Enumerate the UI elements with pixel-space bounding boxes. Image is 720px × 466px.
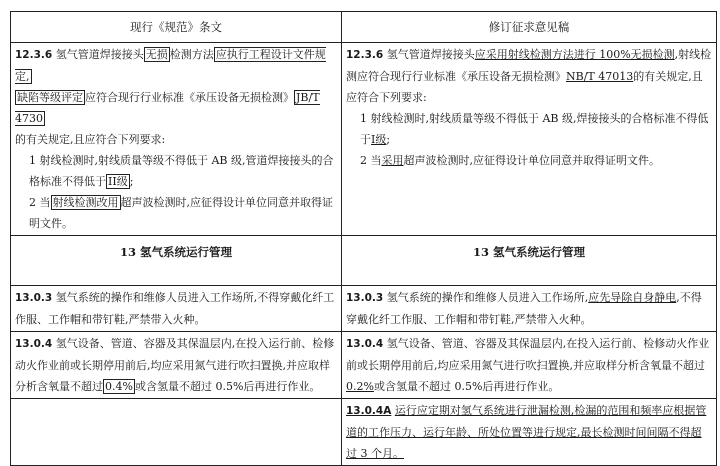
underlined-text: 运行应定期对氢气系统进行泄漏检测,检漏的范围和频率应根据管道的工作压力、运行年龄、所处位置等进行规定,最长检测时间间隔不得超过 3 个月。 xyxy=(346,404,707,460)
item-2 xyxy=(346,150,712,171)
text: 氢气管道焊接接头 xyxy=(55,48,144,61)
text: 1 射线检测时,射线质量等级不得低于 AB 级,管道焊接接头的合格标准不得低于 xyxy=(29,154,334,188)
cell-13-0-3-revised xyxy=(342,286,717,332)
cell-13-0-4a-current-empty xyxy=(11,399,342,466)
underlined-text: 应采用射线检测方法进行 100%无损检测 xyxy=(474,48,675,61)
clause-number: 13.0.4A xyxy=(346,405,392,417)
cell-12-3-6-current xyxy=(11,43,342,236)
text: 氢气系统的操作和维修人员进入工作场所,不得穿戴化纤工作服、工作帽和带钉鞋,严禁带入火种。 xyxy=(15,291,335,326)
header-revised-draft: 修订征求意见稿 xyxy=(342,12,717,43)
text: ; xyxy=(129,175,134,188)
text: 检测方法 xyxy=(169,48,214,61)
boxed-text: II级 xyxy=(108,175,128,188)
text: 氢气设备、管道、容器及其保温层内,在投入运行前、检修动火作业前或长期停用前后,均应采用氮气进行吹扫置换,并应取样分析含氧量不超过 xyxy=(15,337,335,393)
boxed-text: 缺陷等级评定 xyxy=(17,91,83,104)
section-title-current: 13 氢气系统运行管理 xyxy=(11,236,342,286)
text: 2 当 xyxy=(360,154,382,167)
item-1 xyxy=(346,108,712,150)
text: 氢气设备、管道、容器及其保温层内,在投入运行前、检修动火作业前或长期停用前后,均应采用氮气进行吹扫置换,并应取样分析含氧量不超过 xyxy=(346,337,710,372)
clause-number: 13.0.4 xyxy=(15,338,53,350)
text: 或含氢量不超过 0.5%后再进行作业。 xyxy=(373,380,560,393)
cell-13-0-4-current xyxy=(11,332,342,399)
text: 超声波检测时,应征得设计单位同意并取得证明文件。 xyxy=(403,154,660,167)
text: ,射线检测应符合现行行业标准《承压设备无损检测》 xyxy=(346,48,712,83)
section-13-row xyxy=(11,236,717,286)
boxed-text: JB/T 4730 xyxy=(15,91,320,125)
comparison-table xyxy=(10,11,717,466)
cell-13-0-4a-revised xyxy=(342,399,717,466)
clause-number: 13.0.3 xyxy=(15,292,53,304)
clause-number: 12.3.6 xyxy=(15,49,53,61)
text: ,不得穿戴化纤工作服、工作帽和带钉鞋,严禁带入火种。 xyxy=(346,291,702,326)
underlined-text: 应先导除自身静电 xyxy=(588,291,677,304)
header-current-clause: 现行《规范》条文 xyxy=(11,12,342,43)
text: 2 当 xyxy=(29,196,51,209)
underlined-text: 采用 xyxy=(381,154,404,167)
item-1 xyxy=(15,150,337,192)
text: ; xyxy=(386,133,391,146)
section-title-revised: 13 氢气系统运行管理 xyxy=(342,236,717,286)
underlined-text: NB/T 47013 xyxy=(566,70,634,83)
cell-13-0-3-current xyxy=(11,286,342,332)
clause-number: 13.0.4 xyxy=(346,338,384,350)
underlined-text: I级 xyxy=(371,133,387,146)
boxed-text: 射线检测改用 xyxy=(52,196,119,209)
row-13-0-3 xyxy=(11,286,717,332)
text: 氢气系统的操作和维修人员进入工作场所, xyxy=(386,291,589,304)
text: 超声波检测时,应征得设计单位同意并取得证明文件。 xyxy=(29,196,333,230)
row-13-0-4 xyxy=(11,332,717,399)
header-row xyxy=(11,12,717,43)
cell-13-0-4-revised xyxy=(342,332,717,399)
underlined-text: 0.2% xyxy=(346,380,374,393)
text: 1 射线检测时,射线质量等级不得低于 AB 级,焊接接头的合格标准不得低于 xyxy=(360,112,709,146)
item-2 xyxy=(15,192,337,234)
comparison-table-sheet xyxy=(10,11,712,460)
text: 或含氢量不超过 0.5%后再进行作业。 xyxy=(134,380,321,393)
boxed-text: 0.4% xyxy=(105,380,133,393)
row-13-0-4a xyxy=(11,399,717,466)
cell-12-3-6-revised xyxy=(342,43,717,236)
text: 氢气管道焊接接头 xyxy=(386,48,475,61)
boxed-text: 应执行工程设计文件规定, xyxy=(15,48,326,83)
text: 的有关规定,且应符合下列要求: xyxy=(15,133,166,146)
boxed-text: 无损 xyxy=(145,48,168,61)
clause-number: 12.3.6 xyxy=(346,49,384,61)
text: 的有关规定,且应符合下列要求: xyxy=(346,70,703,104)
row-12-3-6 xyxy=(11,43,717,236)
text: 应符合现行行业标准《承压设备无损检测》 xyxy=(85,91,294,104)
clause-number: 13.0.3 xyxy=(346,292,384,304)
